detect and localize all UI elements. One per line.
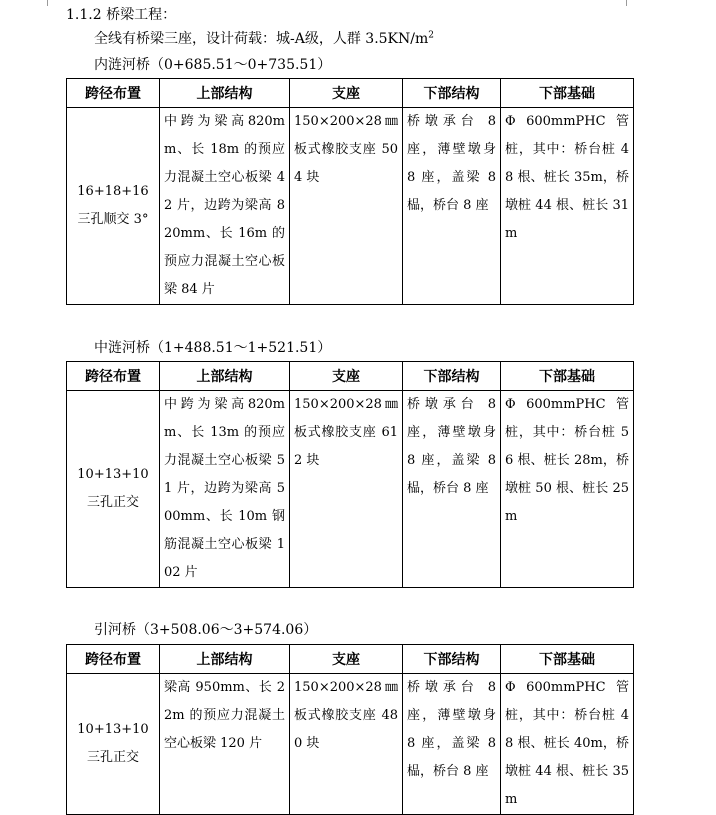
substructure-cell <box>403 674 501 815</box>
header-substructure: 下部结构 <box>403 645 501 674</box>
substructure-cell <box>403 391 501 588</box>
header-superstructure: 上部结构 <box>160 645 290 674</box>
table-row <box>67 674 634 815</box>
bridge-table <box>66 644 634 815</box>
header-bearing: 支座 <box>290 362 403 391</box>
foundation-cell <box>501 108 634 305</box>
bearing-text: 150×200×28㎜板式橡胶支座 612 块 <box>294 397 398 468</box>
bridge-name: 引河桥（3+508.06～3+574.06） <box>94 622 318 638</box>
header-span: 跨径布置 <box>67 79 160 108</box>
header-superstructure: 上部结构 <box>160 362 290 391</box>
header-substructure: 下部结构 <box>403 79 501 108</box>
intro-text: 全线有桥梁三座，设计荷载：城-A级，人群 3.5KN/m <box>94 31 429 47</box>
bearing-text: 150×200×28㎜板式橡胶支座 480 块 <box>294 680 398 751</box>
header-foundation: 下部基础 <box>501 79 634 108</box>
substructure-text: 桥墩承台 8 座，薄壁墩身 8 座，盖梁 8 榀，桥台 8 座 <box>407 680 496 779</box>
header-foundation: 下部基础 <box>501 362 634 391</box>
table-row <box>67 108 634 305</box>
header-span: 跨径布置 <box>67 362 160 391</box>
foundation-text: Φ 600mmPHC 管桩，其中：桥台桩 48 根、桩长 35m，桥墩桩 44 根、桩长 31m <box>505 114 629 241</box>
superstructure-text: 中跨为梁高820mm、长 18m 的预应力混凝土空心板梁 42 片，边跨为梁高 820mm、长 16m 的预应力混凝土空心板梁 84 片 <box>164 114 285 297</box>
bearing-text: 150×200×28㎜板式橡胶支座 504 块 <box>294 114 398 185</box>
substructure-cell <box>403 108 501 305</box>
header-foundation: 下部基础 <box>501 645 634 674</box>
header-bearing: 支座 <box>290 79 403 108</box>
header-span: 跨径布置 <box>67 645 160 674</box>
foundation-text: Φ 600mmPHC 管桩，其中：桥台桩 56 根、桩长 28m，桥墩桩 50 根、桩长 25m <box>505 397 629 524</box>
substructure-text: 桥墩承台 8 座，薄壁墩身 8 座，盖梁 8 榀，桥台 8 座 <box>407 114 496 213</box>
foundation-text: Φ 600mmPHC 管桩，其中：桥台桩 48 根、桩长 40m，桥墩桩 44 根、桩长 35m <box>505 680 629 807</box>
superstructure-cell <box>160 674 290 815</box>
superstructure-cell <box>160 108 290 305</box>
header-substructure: 下部结构 <box>403 362 501 391</box>
superstructure-cell <box>160 391 290 588</box>
section-heading: 1.1.2 桥梁工程： <box>66 7 177 23</box>
header-bearing: 支座 <box>290 645 403 674</box>
table-header-row <box>67 79 634 108</box>
foundation-cell <box>501 391 634 588</box>
substructure-text: 桥墩承台 8 座，薄壁墩身 8 座，盖梁 8 榀，桥台 8 座 <box>407 397 496 496</box>
table-header-row <box>67 645 634 674</box>
intro-superscript: 2 <box>428 30 434 41</box>
bearing-cell <box>290 391 403 588</box>
span-cell: 10+13+10 三孔正交 <box>67 674 160 815</box>
page-corner-mark-right <box>626 0 627 6</box>
bearing-cell <box>290 674 403 815</box>
superstructure-text: 中跨为梁高820mm、长 13m 的预应力混凝土空心板梁 51 片，边跨为梁高 500mm、长 10m 钢筋混凝土空心板梁 102 片 <box>164 397 285 580</box>
bearing-cell <box>290 108 403 305</box>
bridge-table <box>66 361 634 588</box>
foundation-cell <box>501 674 634 815</box>
span-cell: 10+13+10 三孔正交 <box>67 391 160 588</box>
intro-paragraph <box>94 29 434 49</box>
header-superstructure: 上部结构 <box>160 79 290 108</box>
superstructure-text: 梁高 950mm、长 22m 的预应力混凝土空心板梁 120 片 <box>164 680 285 751</box>
bridge-table <box>66 78 634 305</box>
table-row <box>67 391 634 588</box>
span-cell: 16+18+16 三孔顺交 3° <box>67 108 160 305</box>
page-corner-mark-left <box>47 0 48 6</box>
bridge-name: 中涟河桥（1+488.51～1+521.51） <box>94 340 332 356</box>
table-header-row <box>67 362 634 391</box>
bridge-name: 内涟河桥（0+685.51～0+735.51） <box>94 57 332 73</box>
